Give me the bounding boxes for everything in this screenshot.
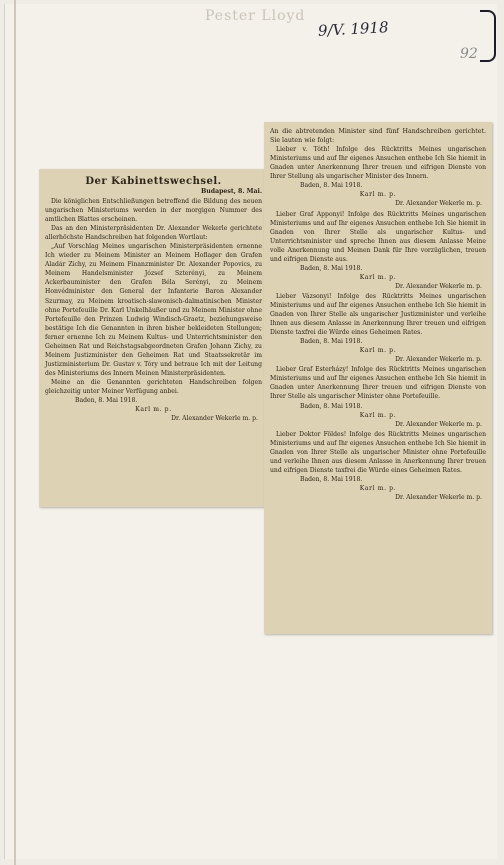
handwritten-page-number: 92	[460, 46, 478, 62]
signature-minister: Dr. Alexander Wekerle m. p.	[395, 200, 482, 208]
letter-text: Lieber Graf Esterházy! Infolge des Rücktritts Meines ungarischen Ministeriums und auf Ihr eigenes Ansuchen enthebe Ich Sie hiemit in Gnaden unter Anerkennung Ihrer treuen und eifrigen Dienste von Ihrer Stelle als ungarischer Minister ohne Portefeuille.	[270, 366, 486, 401]
right-newspaper-clipping	[264, 122, 492, 634]
paragraph: Meine an die Genannten gerichteten Handschreiben folgen gleichzeitig unter Meiner Verfügung anbei.	[45, 378, 262, 395]
corner-bracket-mark	[480, 10, 496, 62]
letter	[270, 145, 486, 208]
signature-monarch: Karl m. p.	[359, 347, 397, 355]
binding-line	[14, 0, 16, 865]
signature-monarch: Karl m. p.	[359, 191, 397, 199]
letter	[270, 430, 486, 502]
clipping-heading: Der Kabinettswechsel.	[85, 176, 222, 187]
letter-text: Lieber Graf Apponyi! Infolge des Rücktritts Meines ungarischen Ministeriums und auf Ihr eigenes Ansuchen enthebe Ich Sie hiemit in Gnaden von Ihrer Stelle als ungarischer Kultus- und Unterrichtsminister und spreche Ihnen aus diesem Anlasse Meine volle Anerkennung und Meinen Dank für Ihre vorzüglichen, treuen und eifrigen Dienste aus.	[270, 210, 486, 263]
letter	[270, 365, 486, 428]
place-date: Baden, 8. Mai 1918.	[300, 182, 363, 190]
paragraph: Die königlichen Entschließungen betreffend die Bildung des neuen ungarischen Ministeriums werden in der morgigen Nummer des amtlichen Blattes erscheinen.	[45, 198, 262, 224]
signature-minister: Dr. Alexander Wekerle m. p.	[395, 282, 482, 290]
paragraph: „Auf Vorschlag Meines ungarischen Ministerpräsidenten ernenne Ich wieder zu Meinem Minister an Meinem Hoflager den Grafen Aladár Zichy, zu Meinem Finanzminister Dr. Alexander Popovics, zu Meinem Handelsminister József Szterényi, zu Meinem Ackerbauminister den Grafen Béla Serényi, zu Meinem Honvédminister den General der Infanterie Baron Alexander Szurmay, zu Meinem kroatisch-slawonisch-dalmatinischen Minister ohne Portefeuille Dr. Karl Unkelhäußer und zu Meinem Minister ohne Portefeuille den Prinzen Ludwig Windisch-Graetz, beziehungsweise bestätige Ich die Genannten in ihren bisher bekleideten Stellungen; ferner ernenne Ich zu Meinem Kultus- und Unterrichtsminister den Geheimen Rat und Reichstagsabgeordneten Grafen Johann Zichy, zu Meinem Justizminister den Geheimen Rat und Staatssekretär im Justizministerium Dr. Gustav v. Tóry und betraue Ich mit der Leitung des Ministeriums des Innern Meinen Ministerpräsidenten.	[45, 243, 262, 377]
place-date: Baden, 8. Mai 1918.	[300, 338, 363, 346]
clipping-intro: An die abtretenden Minister sind fünf Handschreiben gerichtet. Sie lauten wie folgt:	[270, 128, 486, 145]
signature-monarch: Karl m. p.	[359, 273, 397, 281]
signature-minister: Dr. Alexander Wekerle m. p.	[395, 420, 482, 428]
place-date: Baden, 8. Mai 1918.	[300, 475, 363, 483]
place-date: Baden, 8. Mai 1918.	[300, 402, 363, 410]
letter-text: Lieber v. Tóth! Infolge des Rücktritts Meines ungarischen Ministeriums und auf Ihr eigenes Ansuchen enthebe Ich Sie hiemit in Gnaden unter Anerkennung Ihrer treuen und eifrigen Dienste von Ihrer Stellung als ungarischer Minister des Innern.	[270, 146, 486, 181]
place-date: Baden, 8. Mai 1918.	[75, 397, 138, 405]
signature-monarch: Karl m. p.	[359, 484, 397, 492]
letter	[270, 292, 486, 364]
signature-minister: Dr. Alexander Wekerle m. p.	[171, 415, 258, 423]
signature-monarch: Karl m. p.	[359, 411, 397, 419]
letter	[270, 210, 486, 291]
signature-monarch: Karl m. p.	[135, 406, 172, 414]
letter-text: Lieber Doktor Földes! Infolge des Rücktritts Meines ungarischen Ministeriums und auf Ihr eigenes Ansuchen enthebe Ich Sie hiemit in Gnaden von Ihrer Stelle als ungarischer Minister ohne Portefeuille und verleihe Ihnen aus diesem Anlasse in Anerkennung Ihrer treuen und eifrigen Dienste taxfrei die Würde eines Geheimen Rates.	[270, 430, 486, 474]
place-date: Baden, 8. Mai 1918.	[300, 264, 363, 272]
signature-minister: Dr. Alexander Wekerle m. p.	[395, 356, 482, 364]
paragraph: Das an den Ministerpräsidenten Dr. Alexander Wekerle gerichtete allerhöchste Handschreiben hat folgenden Wortlaut:	[45, 225, 262, 242]
newspaper-masthead: Pester Lloyd	[205, 8, 306, 24]
signature-minister: Dr. Alexander Wekerle m. p.	[395, 493, 482, 501]
letter-text: Lieber Vázsonyi! Infolge des Rücktritts Meines ungarischen Ministeriums und auf Ihr eigenes Ansuchen enthebe Ich Sie hiemit in Gnaden von Ihrer Stelle als ungarischer Justizminister und verleihe Ihnen aus diesem Anlasse in Anerkennung Ihrer treuen und eifrigen Dienste taxfrei die Würde eines Geheimen Rates.	[270, 292, 486, 337]
handwritten-date: 9/V. 1918	[317, 18, 389, 40]
left-newspaper-clipping	[39, 169, 268, 507]
clipping-dateline: Budapest, 8. Mai.	[201, 188, 262, 195]
